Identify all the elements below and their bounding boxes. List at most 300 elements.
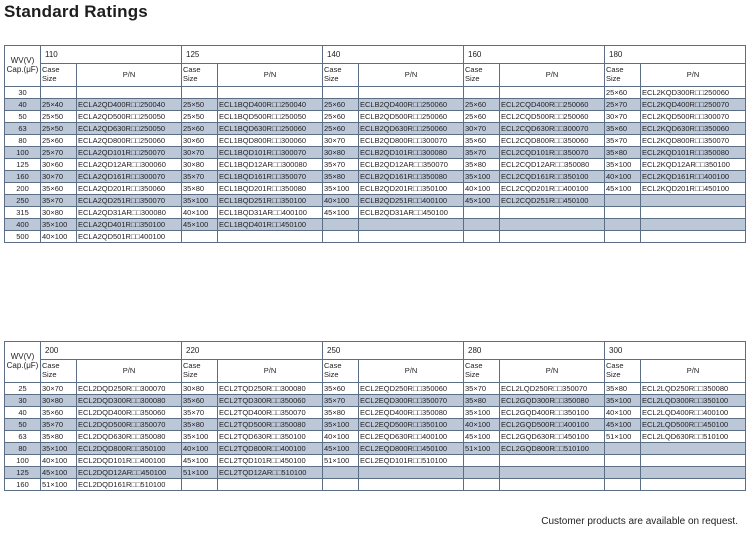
part-number-cell: ECL2LQD500R□□450100: [641, 419, 746, 431]
part-number-cell: ECL2DQD101R□□400100: [77, 455, 182, 467]
part-number-cell: ECLA2QD500R□□250050: [77, 111, 182, 123]
case-size-cell: 30×60: [41, 159, 77, 171]
table-row: [5, 231, 746, 243]
case-size-cell: 25×50: [182, 111, 218, 123]
case-size-cell: 35×60: [182, 395, 218, 407]
part-number-cell: [500, 479, 605, 491]
capacitance-cell: 160: [5, 171, 41, 183]
part-number-cell: ECL1BQD401R□□450100: [218, 219, 323, 231]
capacitance-cell: 50: [5, 111, 41, 123]
case-size-header: Case Size: [464, 64, 500, 87]
part-number-cell: ECL2EQD250R□□350060: [359, 383, 464, 395]
case-size-cell: 35×100: [605, 395, 641, 407]
table-row: [5, 147, 746, 159]
capacitance-cell: 30: [5, 87, 41, 99]
part-number-cell: ECL2GQD400R□□350100: [500, 407, 605, 419]
part-number-cell: [641, 467, 746, 479]
case-size-header: Case Size: [182, 360, 218, 383]
case-size-cell: 35×70: [41, 419, 77, 431]
part-number-cell: ECL2TQD500R□□350080: [218, 419, 323, 431]
part-number-cell: ECL2CQD630R□□300070: [500, 123, 605, 135]
case-size-cell: [605, 219, 641, 231]
table-row: [5, 159, 746, 171]
case-size-cell: 25×50: [41, 111, 77, 123]
case-size-cell: [605, 455, 641, 467]
part-number-cell: ECLA2QD201R□□350060: [77, 183, 182, 195]
part-number-header: P/N: [641, 64, 746, 87]
voltage-header-row: [5, 342, 746, 360]
part-number-cell: ECL2CQD12AR□□350080: [500, 159, 605, 171]
table-row: [5, 135, 746, 147]
case-size-cell: [605, 231, 641, 243]
capacitance-cell: 25: [5, 383, 41, 395]
part-number-cell: ECL2KQD12AR□□350100: [641, 159, 746, 171]
case-size-cell: [182, 231, 218, 243]
part-number-cell: ECL2KQD500R□□300070: [641, 111, 746, 123]
part-number-cell: ECL1BQD31AR□□400100: [218, 207, 323, 219]
capacitance-cell: 315: [5, 207, 41, 219]
part-number-cell: [500, 455, 605, 467]
table-row: [5, 383, 746, 395]
case-size-cell: 35×80: [605, 147, 641, 159]
part-number-cell: ECLA2QD251R□□350070: [77, 195, 182, 207]
part-number-cell: ECL2EQD101R□□510100: [359, 455, 464, 467]
part-number-header: P/N: [500, 64, 605, 87]
capacitance-cell: 125: [5, 467, 41, 479]
part-number-cell: [641, 195, 746, 207]
case-size-cell: 30×70: [323, 135, 359, 147]
part-number-cell: [218, 87, 323, 99]
case-size-cell: 45×100: [605, 419, 641, 431]
part-number-cell: ECL2DQD250R□□300070: [77, 383, 182, 395]
case-size-cell: 35×100: [323, 419, 359, 431]
case-size-cell: 30×70: [464, 123, 500, 135]
case-size-cell: 35×100: [464, 407, 500, 419]
case-size-cell: 40×100: [605, 407, 641, 419]
case-size-cell: 35×100: [182, 195, 218, 207]
part-number-cell: ECL2TQD250R□□300080: [218, 383, 323, 395]
case-size-cell: 40×100: [41, 455, 77, 467]
case-size-cell: 45×100: [182, 219, 218, 231]
part-number-cell: ECLA2QD800R□□250060: [77, 135, 182, 147]
ratings-table-1: [4, 45, 746, 243]
case-size-cell: 30×80: [41, 207, 77, 219]
part-number-cell: ECLA2QD630R□□250050: [77, 123, 182, 135]
part-number-cell: ECLB2QD630R□□250060: [359, 123, 464, 135]
part-number-cell: ECLB2QD400R□□250060: [359, 99, 464, 111]
part-number-cell: ECL2EQD630R□□400100: [359, 431, 464, 443]
case-size-cell: 35×80: [182, 183, 218, 195]
wv-label: WV(V): [10, 352, 35, 362]
case-size-cell: 35×60: [605, 123, 641, 135]
case-size-cell: 35×80: [605, 383, 641, 395]
part-number-header: P/N: [641, 360, 746, 383]
part-number-cell: ECL2LQD250R□□350080: [641, 383, 746, 395]
case-size-cell: 35×70: [41, 195, 77, 207]
case-size-cell: 45×100: [605, 183, 641, 195]
part-number-cell: [218, 231, 323, 243]
case-size-cell: 30×80: [323, 147, 359, 159]
case-size-cell: 51×100: [41, 479, 77, 491]
capacitance-cell: 30: [5, 395, 41, 407]
case-size-cell: [605, 467, 641, 479]
part-number-cell: ECL1BQD500R□□250050: [218, 111, 323, 123]
case-size-cell: 40×100: [323, 431, 359, 443]
part-number-cell: ECLA2QD12AR□□300060: [77, 159, 182, 171]
part-number-cell: ECL2EQD400R□□350080: [359, 407, 464, 419]
case-size-cell: [464, 467, 500, 479]
part-number-header: P/N: [218, 360, 323, 383]
case-size-cell: 35×70: [464, 383, 500, 395]
part-number-cell: ECL2KQD101R□□350080: [641, 147, 746, 159]
table-row: [5, 395, 746, 407]
capacitance-cell: 125: [5, 159, 41, 171]
case-size-header: Case Size: [41, 360, 77, 383]
part-number-cell: ECL2CQD101R□□350070: [500, 147, 605, 159]
part-number-header: P/N: [359, 64, 464, 87]
capacitance-cell: 40: [5, 407, 41, 419]
case-size-cell: [41, 87, 77, 99]
case-size-cell: 25×70: [41, 147, 77, 159]
case-size-cell: 25×70: [605, 99, 641, 111]
part-number-cell: ECLA2QD501R□□400100: [77, 231, 182, 243]
case-size-cell: 35×80: [182, 419, 218, 431]
table-row: [5, 99, 746, 111]
part-number-cell: ECL1BQD800R□□300060: [218, 135, 323, 147]
part-number-cell: [500, 87, 605, 99]
part-number-cell: ECLB2QD101R□□300080: [359, 147, 464, 159]
capacitance-cell: 200: [5, 183, 41, 195]
part-number-cell: ECL2DQD630R□□350080: [77, 431, 182, 443]
case-size-cell: [323, 479, 359, 491]
part-number-cell: ECL2DQD800R□□350100: [77, 443, 182, 455]
table-row: [5, 455, 746, 467]
table-row: [5, 443, 746, 455]
part-number-cell: ECL1BQD101R□□300070: [218, 147, 323, 159]
part-number-cell: ECLB2QD31AR□□450100: [359, 207, 464, 219]
part-number-cell: ECLA2QD101R□□250070: [77, 147, 182, 159]
case-size-header: Case Size: [323, 64, 359, 87]
part-number-cell: ECL2KQD630R□□350060: [641, 123, 746, 135]
part-number-cell: ECL2KQD800R□□350070: [641, 135, 746, 147]
case-size-cell: [182, 479, 218, 491]
wv-cap-corner: [5, 342, 41, 383]
part-number-cell: ECL2CQD500R□□250060: [500, 111, 605, 123]
case-size-cell: 35×70: [323, 395, 359, 407]
part-number-cell: ECL1BQD201R□□350080: [218, 183, 323, 195]
part-number-cell: ECL1BQD251R□□350100: [218, 195, 323, 207]
part-number-cell: [359, 231, 464, 243]
part-number-cell: ECL1BQD12AR□□300080: [218, 159, 323, 171]
voltage-header: 160: [464, 46, 605, 64]
case-size-cell: [605, 443, 641, 455]
capacitance-cell: 63: [5, 431, 41, 443]
case-size-cell: 40×100: [464, 183, 500, 195]
part-number-cell: [359, 87, 464, 99]
wv-cap-corner: [5, 46, 41, 87]
case-size-cell: 45×100: [464, 195, 500, 207]
capacitance-cell: 63: [5, 123, 41, 135]
case-size-cell: 35×80: [323, 171, 359, 183]
case-size-cell: 30×60: [182, 135, 218, 147]
voltage-header: 280: [464, 342, 605, 360]
part-number-header: P/N: [77, 64, 182, 87]
table-row: [5, 171, 746, 183]
part-number-cell: ECLB2QD161R□□350080: [359, 171, 464, 183]
part-number-cell: [641, 455, 746, 467]
case-size-cell: [464, 479, 500, 491]
capacitance-cell: 100: [5, 455, 41, 467]
column-label-row: [5, 360, 746, 383]
case-size-cell: 25×60: [182, 123, 218, 135]
part-number-cell: ECLB2QD500R□□250060: [359, 111, 464, 123]
case-size-cell: [464, 87, 500, 99]
wv-label: WV(V): [10, 56, 35, 66]
part-number-cell: ECLA2QD31AR□□300080: [77, 207, 182, 219]
part-number-cell: [500, 467, 605, 479]
part-number-cell: [641, 207, 746, 219]
part-number-cell: ECL2LQD630R□□510100: [641, 431, 746, 443]
part-number-cell: ECL2GQD500R□□400100: [500, 419, 605, 431]
case-size-cell: 35×100: [464, 171, 500, 183]
table-row: [5, 195, 746, 207]
ratings-table-2: [4, 341, 746, 491]
case-size-cell: 35×70: [605, 135, 641, 147]
case-size-cell: [182, 87, 218, 99]
case-size-cell: 30×70: [605, 111, 641, 123]
table-row: [5, 467, 746, 479]
case-size-cell: [323, 219, 359, 231]
case-size-cell: 25×60: [41, 135, 77, 147]
case-size-cell: 25×60: [464, 111, 500, 123]
part-number-cell: ECL2CQD161R□□350100: [500, 171, 605, 183]
voltage-header: 200: [41, 342, 182, 360]
part-number-cell: [641, 443, 746, 455]
part-number-cell: ECLB2QD12AR□□350070: [359, 159, 464, 171]
part-number-cell: ECL2GQD630R□□450100: [500, 431, 605, 443]
voltage-header: 180: [605, 46, 746, 64]
case-size-cell: 25×40: [41, 99, 77, 111]
case-size-cell: 25×60: [323, 123, 359, 135]
part-number-cell: [641, 231, 746, 243]
case-size-cell: 35×80: [41, 431, 77, 443]
part-number-cell: ECL2DQD400R□□350060: [77, 407, 182, 419]
table-row: [5, 123, 746, 135]
case-size-cell: [464, 455, 500, 467]
capacitance-cell: 400: [5, 219, 41, 231]
case-size-cell: [323, 87, 359, 99]
case-size-cell: [323, 467, 359, 479]
case-size-cell: 51×100: [605, 431, 641, 443]
part-number-cell: ECL2EQD300R□□350070: [359, 395, 464, 407]
capacitance-cell: 50: [5, 419, 41, 431]
case-size-cell: [464, 207, 500, 219]
part-number-cell: ECL1BQD161R□□350070: [218, 171, 323, 183]
page-title: Standard Ratings: [4, 2, 148, 21]
case-size-cell: 30×70: [41, 383, 77, 395]
case-size-cell: 40×100: [464, 419, 500, 431]
part-number-cell: ECL2DQD12AR□□450100: [77, 467, 182, 479]
case-size-cell: 35×70: [182, 171, 218, 183]
case-size-cell: 35×70: [182, 407, 218, 419]
case-size-cell: [605, 479, 641, 491]
part-number-cell: ECL2CQD251R□□450100: [500, 195, 605, 207]
part-number-cell: ECLA2QD401R□□350100: [77, 219, 182, 231]
part-number-cell: ECL2TQD101R□□450100: [218, 455, 323, 467]
part-number-cell: [359, 479, 464, 491]
part-number-cell: ECL2TQD800R□□400100: [218, 443, 323, 455]
part-number-cell: ECL1BQD400R□□250040: [218, 99, 323, 111]
table-row: [5, 183, 746, 195]
case-size-cell: 40×100: [182, 443, 218, 455]
part-number-cell: [359, 219, 464, 231]
voltage-header: 110: [41, 46, 182, 64]
part-number-header: P/N: [359, 360, 464, 383]
case-size-cell: 45×100: [323, 443, 359, 455]
part-number-cell: ECL2KQD161R□□400100: [641, 171, 746, 183]
part-number-cell: ECL2KQD300R□□250060: [641, 87, 746, 99]
capacitance-cell: 160: [5, 479, 41, 491]
case-size-cell: [605, 207, 641, 219]
case-size-cell: 51×100: [182, 467, 218, 479]
case-size-cell: 51×100: [464, 443, 500, 455]
part-number-header: P/N: [500, 360, 605, 383]
part-number-cell: ECL2KQD201R□□450100: [641, 183, 746, 195]
case-size-cell: 45×100: [41, 467, 77, 479]
case-size-cell: 35×70: [323, 159, 359, 171]
case-size-cell: 35×80: [464, 159, 500, 171]
case-size-cell: 30×80: [41, 395, 77, 407]
part-number-cell: ECL2DQD161R□□510100: [77, 479, 182, 491]
part-number-header: P/N: [218, 64, 323, 87]
voltage-header: 220: [182, 342, 323, 360]
voltage-header: 250: [323, 342, 464, 360]
part-number-cell: [77, 87, 182, 99]
part-number-cell: ECL2EQD500R□□350100: [359, 419, 464, 431]
case-size-cell: 35×60: [323, 383, 359, 395]
case-size-header: Case Size: [464, 360, 500, 383]
table-row: [5, 407, 746, 419]
part-number-cell: ECL2LQD250R□□350070: [500, 383, 605, 395]
case-size-cell: 25×50: [41, 123, 77, 135]
part-number-cell: ECL1BQD630R□□250060: [218, 123, 323, 135]
case-size-cell: 25×60: [323, 111, 359, 123]
part-number-header: P/N: [77, 360, 182, 383]
part-number-cell: [500, 231, 605, 243]
case-size-cell: 25×60: [464, 99, 500, 111]
part-number-cell: ECL2GQD300R□□350080: [500, 395, 605, 407]
table-row: [5, 479, 746, 491]
case-size-cell: 40×100: [182, 207, 218, 219]
voltage-header: 300: [605, 342, 746, 360]
part-number-cell: ECL2KQD400R□□250070: [641, 99, 746, 111]
case-size-cell: 40×100: [605, 171, 641, 183]
part-number-cell: ECLB2QD251R□□400100: [359, 195, 464, 207]
case-size-cell: 40×100: [41, 231, 77, 243]
part-number-cell: [218, 479, 323, 491]
part-number-cell: ECL2LQD300R□□350100: [641, 395, 746, 407]
table-row: [5, 111, 746, 123]
case-size-cell: 35×100: [605, 159, 641, 171]
case-size-cell: [323, 231, 359, 243]
case-size-header: Case Size: [323, 360, 359, 383]
part-number-cell: [641, 219, 746, 231]
part-number-cell: [359, 467, 464, 479]
part-number-cell: [500, 207, 605, 219]
case-size-header: Case Size: [605, 360, 641, 383]
part-number-cell: ECL2TQD300R□□350060: [218, 395, 323, 407]
case-size-cell: [464, 219, 500, 231]
case-size-header: Case Size: [41, 64, 77, 87]
case-size-cell: 35×100: [182, 431, 218, 443]
case-size-cell: 30×80: [182, 383, 218, 395]
part-number-cell: ECL2GQD800R□□510100: [500, 443, 605, 455]
part-number-cell: ECL2DQD300R□□300080: [77, 395, 182, 407]
case-size-cell: 40×100: [323, 195, 359, 207]
voltage-header-row: [5, 46, 746, 64]
case-size-cell: 45×100: [182, 455, 218, 467]
capacitance-cell: 40: [5, 99, 41, 111]
capacitance-cell: 500: [5, 231, 41, 243]
capacitance-cell: 80: [5, 135, 41, 147]
column-label-row: [5, 64, 746, 87]
part-number-cell: ECLA2QD161R□□300070: [77, 171, 182, 183]
table-row: [5, 431, 746, 443]
case-size-cell: 25×60: [323, 99, 359, 111]
part-number-cell: ECL2CQD800R□□350060: [500, 135, 605, 147]
case-size-cell: 45×100: [323, 207, 359, 219]
case-size-cell: 35×80: [323, 407, 359, 419]
capacitance-cell: 80: [5, 443, 41, 455]
table-row: [5, 87, 746, 99]
table-row: [5, 419, 746, 431]
part-number-cell: [500, 219, 605, 231]
part-number-cell: ECLB2QD800R□□300070: [359, 135, 464, 147]
cap-label: Cap.(μF): [6, 361, 39, 370]
case-size-cell: 35×70: [464, 147, 500, 159]
part-number-cell: ECL2TQD630R□□350100: [218, 431, 323, 443]
case-size-cell: 35×80: [464, 395, 500, 407]
part-number-cell: ECLB2QD201R□□350100: [359, 183, 464, 195]
case-size-cell: 30×80: [182, 159, 218, 171]
part-number-cell: ECL2CQD400R□□250060: [500, 99, 605, 111]
case-size-cell: 35×100: [323, 183, 359, 195]
case-size-cell: 35×60: [464, 135, 500, 147]
part-number-cell: ECL2CQD201R□□400100: [500, 183, 605, 195]
part-number-cell: ECLA2QD400R□□250040: [77, 99, 182, 111]
case-size-header: Case Size: [605, 64, 641, 87]
part-number-cell: ECL2TQD400R□□350070: [218, 407, 323, 419]
capacitance-cell: 100: [5, 147, 41, 159]
case-size-cell: 35×60: [41, 407, 77, 419]
case-size-cell: 25×50: [182, 99, 218, 111]
part-number-cell: ECL2LQD400R□□400100: [641, 407, 746, 419]
part-number-cell: ECL2DQD500R□□350070: [77, 419, 182, 431]
case-size-cell: 35×100: [41, 219, 77, 231]
case-size-cell: 30×70: [182, 147, 218, 159]
part-number-cell: ECL2EQD800R□□450100: [359, 443, 464, 455]
case-size-cell: 30×70: [41, 171, 77, 183]
case-size-cell: 25×60: [605, 87, 641, 99]
capacitance-cell: 250: [5, 195, 41, 207]
case-size-cell: 35×60: [41, 183, 77, 195]
voltage-header: 140: [323, 46, 464, 64]
cap-label: Cap.(μF): [6, 65, 39, 74]
table-row: [5, 207, 746, 219]
table-row: [5, 219, 746, 231]
case-size-cell: 45×100: [464, 431, 500, 443]
part-number-cell: [641, 479, 746, 491]
